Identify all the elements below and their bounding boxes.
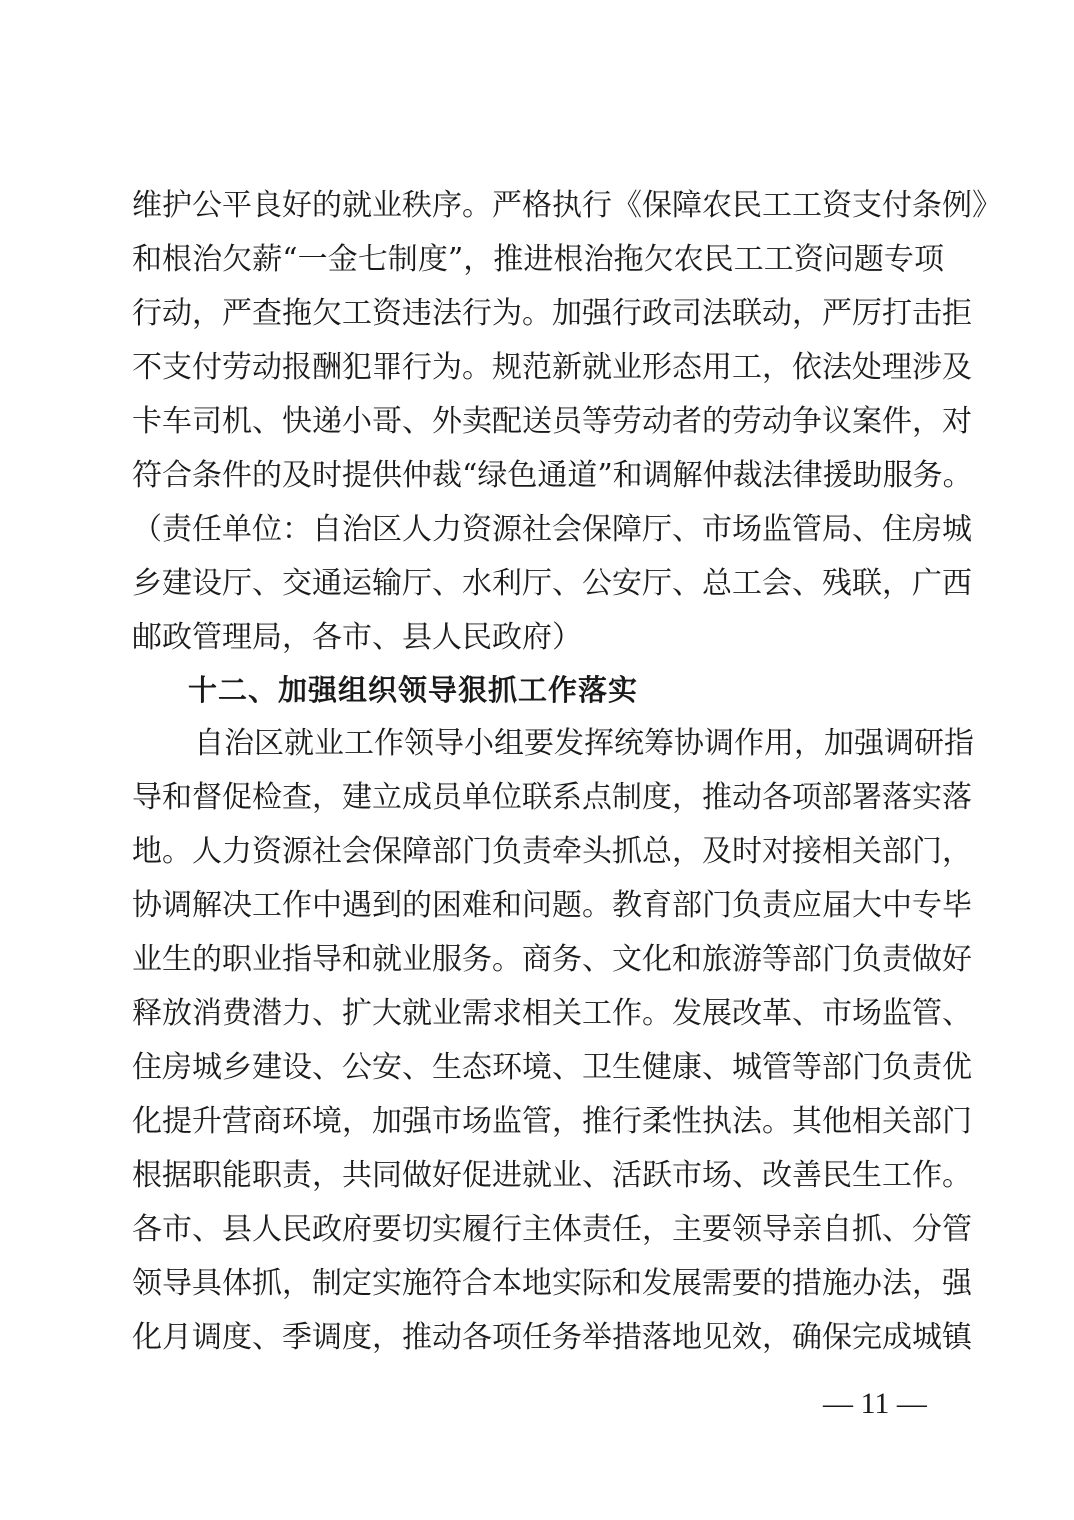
paragraph-line: 符合条件的及时提供仲裁“绿色通道”和调解仲裁法律援助服务。: [132, 458, 973, 493]
paragraph-line: 业生的职业指导和就业服务。商务、文化和旅游等部门负责做好: [132, 942, 972, 977]
page-number: — 11 —: [823, 1387, 927, 1420]
paragraph-line: 自治区就业工作领导小组要发挥统筹协调作用，加强调研指: [194, 726, 974, 761]
paragraph-line: 行动，严查拖欠工资违法行为。加强行政司法联动，严厉打击拒: [132, 296, 972, 331]
paragraph-line: 协调解决工作中遇到的困难和问题。教育部门负责应届大中专毕: [132, 888, 972, 923]
paragraph-line: 地。人力资源社会保障部门负责牵头抓总，及时对接相关部门，: [132, 834, 972, 869]
paragraph-line: 各市、县人民政府要切实履行主体责任，主要领导亲自抓、分管: [132, 1212, 972, 1247]
paragraph-line: 邮政管理局，各市、县人民政府）: [132, 620, 582, 655]
paragraph-line: （责任单位：自治区人力资源社会保障厅、市场监管局、住房城: [132, 512, 972, 547]
paragraph-line: 和根治欠薪“一金七制度”，推进根治拖欠农民工工资问题专项: [132, 242, 944, 277]
section-heading: 十二、加强组织领导狠抓工作落实: [188, 673, 639, 707]
paragraph-line: 化提升营商环境，加强市场监管，推行柔性执法。其他相关部门: [132, 1104, 972, 1139]
paragraph-line: 乡建设厅、交通运输厅、水利厅、公安厅、总工会、残联，广西: [132, 566, 972, 601]
paragraph-line: 释放消费潜力、扩大就业需求相关工作。发展改革、市场监管、: [132, 996, 972, 1031]
paragraph-line: 维护公平良好的就业秩序。严格执行《保障农民工工资支付条例》: [132, 188, 1002, 223]
paragraph-line: 根据职能职责，共同做好促进就业、活跃市场、改善民生工作。: [132, 1158, 972, 1193]
paragraph-line: 不支付劳动报酬犯罪行为。规范新就业形态用工，依法处理涉及: [132, 350, 972, 385]
paragraph-line: 化月调度、季调度，推动各项任务举措落地见效，确保完成城镇: [132, 1320, 972, 1355]
paragraph-line: 领导具体抓，制定实施符合本地实际和发展需要的措施办法，强: [132, 1266, 972, 1301]
paragraph-line: 住房城乡建设、公安、生态环境、卫生健康、城管等部门负责优: [132, 1050, 972, 1085]
paragraph-line: 卡车司机、快递小哥、外卖配送员等劳动者的劳动争议案件，对: [132, 404, 972, 439]
paragraph-line: 导和督促检查，建立成员单位联系点制度，推动各项部署落实落: [132, 780, 972, 815]
